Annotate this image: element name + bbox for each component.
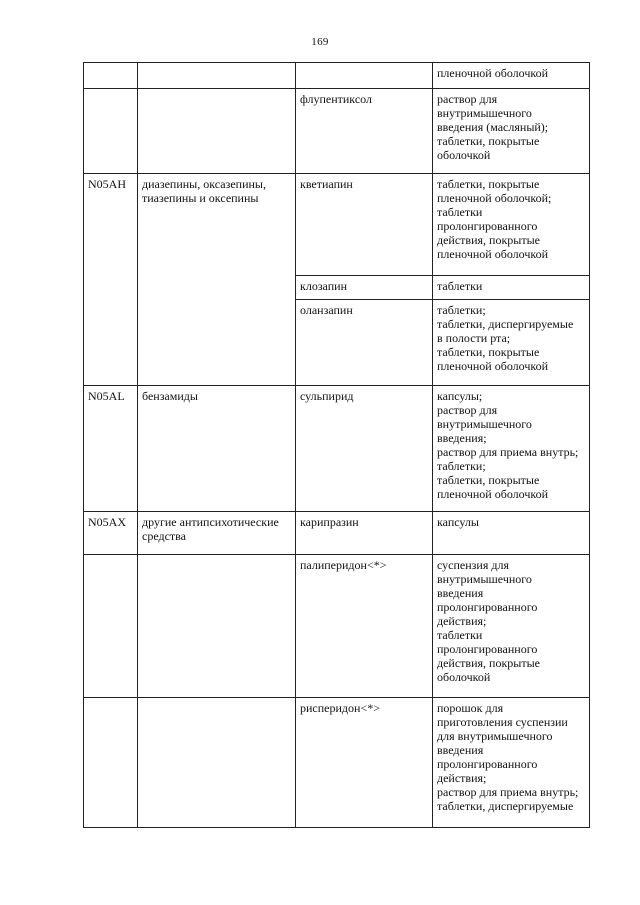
atc-code-cell: N05AL xyxy=(84,386,138,512)
group-cell xyxy=(138,698,296,828)
dosage-form-cell: капсулы; раствор для внутримышечного введения; раствор для приема внутрь; таблетки; таблетки, покрытые пленочной оболочкой xyxy=(433,386,590,512)
table-row xyxy=(84,63,590,89)
dosage-form-cell: раствор для внутримышечного введения (масляный); таблетки, покрытые оболочкой xyxy=(433,89,590,174)
table-row xyxy=(84,512,590,555)
page-number: 169 xyxy=(311,36,329,48)
atc-code-cell xyxy=(84,63,138,89)
drug-name-cell: клозапин xyxy=(296,276,433,300)
dosage-form-cell: порошок для приготовления суспензии для внутримышечного введения пролонгированного действия; раствор для приема внутрь; таблетки, диспергируемые xyxy=(433,698,590,828)
atc-code-cell xyxy=(84,89,138,174)
drug-name-cell: палиперидон<*> xyxy=(296,555,433,698)
drug-name-cell xyxy=(296,63,433,89)
group-cell xyxy=(138,555,296,698)
drug-name-cell: рисперидон<*> xyxy=(296,698,433,828)
drug-name-cell: кветиапин xyxy=(296,174,433,276)
table-row xyxy=(84,89,590,174)
drug-name-cell: сульпирид xyxy=(296,386,433,512)
group-cell: другие антипсихотические средства xyxy=(138,512,296,555)
group-cell xyxy=(138,63,296,89)
atc-code-cell: N05AX xyxy=(84,512,138,555)
drug-name-cell: оланзапин xyxy=(296,300,433,386)
table-row xyxy=(84,174,590,276)
atc-code-cell: N05AH xyxy=(84,174,138,386)
group-cell: диазепины, оксазепины, тиазепины и оксепины xyxy=(138,174,296,386)
table-row xyxy=(84,386,590,512)
dosage-form-cell: капсулы xyxy=(433,512,590,555)
table-row xyxy=(84,555,590,698)
dosage-form-cell: суспензия для внутримышечного введения пролонгированного действия; таблетки пролонгированного действия, покрытые оболочкой xyxy=(433,555,590,698)
drug-table xyxy=(83,62,590,828)
group-cell: бензамиды xyxy=(138,386,296,512)
dosage-form-cell: пленочной оболочкой xyxy=(433,63,590,89)
dosage-form-cell: таблетки xyxy=(433,276,590,300)
group-cell xyxy=(138,89,296,174)
table-row xyxy=(84,698,590,828)
atc-code-cell xyxy=(84,698,138,828)
drug-name-cell: карипразин xyxy=(296,512,433,555)
drug-name-cell: флупентиксол xyxy=(296,89,433,174)
atc-code-cell xyxy=(84,555,138,698)
dosage-form-cell: таблетки, покрытые пленочной оболочкой; таблетки пролонгированного действия, покрытые пленочной оболочкой xyxy=(433,174,590,276)
dosage-form-cell: таблетки; таблетки, диспергируемые в полости рта; таблетки, покрытые пленочной оболочкой xyxy=(433,300,590,386)
